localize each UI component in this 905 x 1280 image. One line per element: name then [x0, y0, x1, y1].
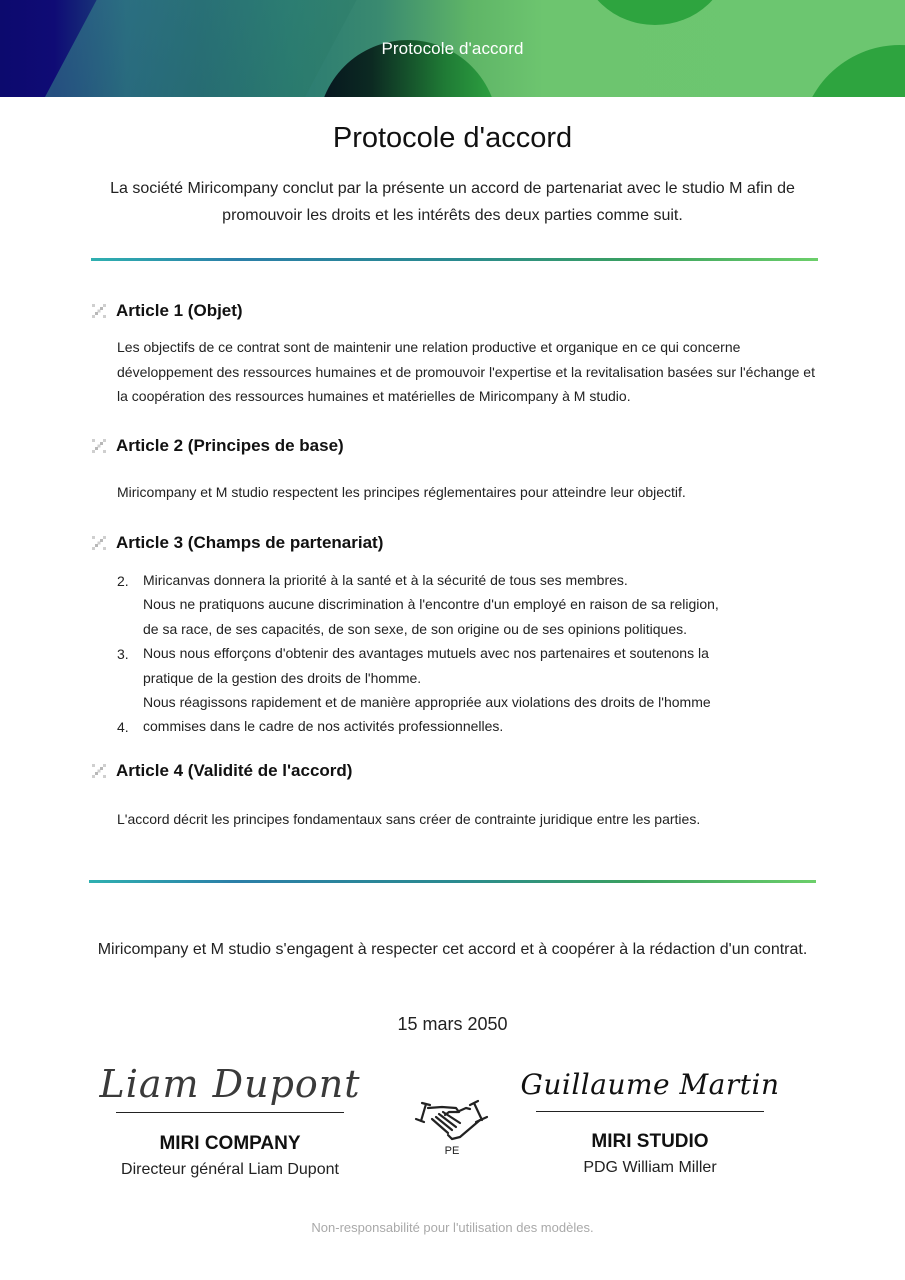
- sparkle-icon: [90, 762, 108, 780]
- sparkle-icon: [90, 302, 108, 320]
- header-banner: [0, 0, 905, 97]
- list-item: [117, 568, 817, 592]
- banner-title: Protocole d'accord: [381, 39, 524, 58]
- article-2-heading: [90, 436, 344, 456]
- list-text: Nous ne pratiquons aucune discrimination à l'encontre d'un employé en raison de sa religion,: [143, 596, 719, 613]
- list-text: commises dans le cadre de nos activités professionnelles.: [143, 718, 504, 735]
- list-item: [117, 617, 817, 641]
- list-item: [117, 714, 817, 738]
- disclaimer: Non-responsabilité pour l'utilisation des modèles.: [311, 1220, 594, 1235]
- list-item: [117, 592, 817, 616]
- intro-paragraph: La société Miricompany conclut par la présente un accord de partenariat avec le studio M afin de promouvoir les droits et les intérêts des deux parties comme suit.: [110, 180, 795, 224]
- list-text: Nous réagissons rapidement et de manière appropriée aux violations des droits de l'homme: [143, 693, 711, 710]
- article-heading-text: Article 2 (Principes de base): [116, 436, 344, 455]
- list-item: [117, 690, 817, 714]
- handshake-label: PE: [444, 1145, 460, 1157]
- signatory-left: [90, 1062, 370, 1179]
- signatory-right: [520, 1068, 780, 1177]
- list-text: Miricanvas donnera la priorité à la santé et à la sécurité de tous ses membres.: [143, 572, 628, 588]
- list-text: pratique de la gestion des droits de l'homme.: [143, 669, 422, 686]
- article-heading-text: Article 3 (Champs de partenariat): [116, 533, 384, 552]
- organization-name: MIRI STUDIO: [591, 1131, 709, 1152]
- divider-top: [91, 258, 818, 261]
- handshake-icon: [412, 1095, 492, 1145]
- sparkle-icon: [90, 534, 108, 552]
- article-1-heading: [90, 301, 243, 321]
- divider-bottom: [89, 880, 816, 883]
- article-1-body: Les objectifs de ce contrat sont de maintenir une relation productive et organique en ce qui concerne développement des ressources humaines et de promouvoir l'expertise et la revitalisation basées sur l'échange et la coopération des ressources humaines et matérielles de Miricompany à M studio.: [117, 339, 815, 404]
- document-title: Protocole d'accord: [332, 122, 573, 154]
- article-3-list: [117, 568, 817, 739]
- list-number: 3.: [117, 646, 129, 663]
- article-4-body: L'accord décrit les principes fondamentaux sans créer de contrainte juridique entre les parties.: [117, 811, 701, 827]
- list-item: [117, 666, 817, 690]
- signature-right: Guillaume Martin: [520, 1068, 780, 1101]
- list-text: Nous nous efforçons d'obtenir des avantages mutuels avec nos partenaires et soutenons la: [143, 645, 709, 662]
- article-heading-text: Article 1 (Objet): [116, 301, 243, 320]
- list-number: 2.: [117, 573, 129, 589]
- signatory-role: PDG William Miller: [583, 1159, 717, 1176]
- sparkle-icon: [90, 437, 108, 455]
- signatory-role: Directeur général Liam Dupont: [121, 1161, 339, 1178]
- organization-name: MIRI COMPANY: [159, 1133, 301, 1154]
- signature-line: [116, 1112, 344, 1113]
- list-text: de sa race, de ses capacités, de son sexe, de son origine ou de ses opinions politiques.: [143, 620, 688, 637]
- banner-decoration-circle: [580, 0, 730, 25]
- list-number: 4.: [117, 719, 129, 736]
- article-2-body: Miricompany et M studio respectent les principes réglementaires pour atteindre leur objectif.: [117, 484, 686, 500]
- closing-statement: Miricompany et M studio s'engagent à respecter cet accord et à coopérer à la rédaction d'un contrat.: [97, 941, 808, 958]
- list-item: [117, 641, 817, 665]
- article-heading-text: Article 4 (Validité de l'accord): [116, 761, 353, 780]
- article-3-heading: [90, 533, 383, 553]
- article-4-heading: [90, 761, 352, 781]
- signature-line: [536, 1111, 764, 1112]
- signature-left: Liam Dupont: [99, 1062, 361, 1106]
- agreement-date: 15 mars 2050: [397, 1014, 508, 1034]
